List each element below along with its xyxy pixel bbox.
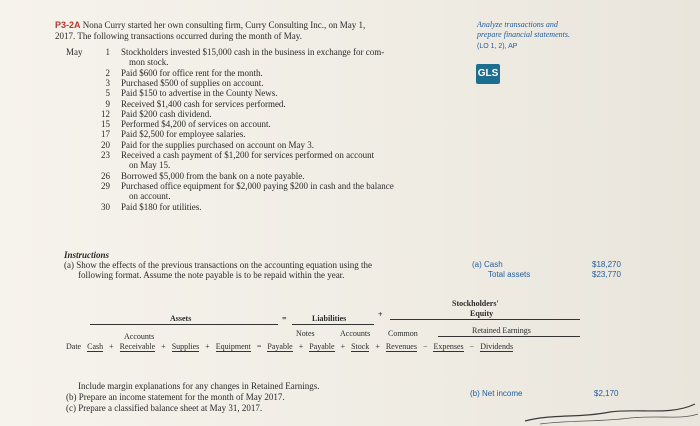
equation-plus-sign: + bbox=[378, 310, 383, 319]
common-stock-top: Common bbox=[388, 329, 418, 338]
gls-badge: GLS bbox=[476, 64, 500, 84]
answer-total-assets-label: Total assets bbox=[488, 270, 531, 279]
transaction-day: 20 bbox=[101, 139, 110, 150]
answer-b-value: $2,170 bbox=[594, 389, 619, 398]
transaction-text: Paid for the supplies purchased on account on May 3. bbox=[121, 139, 314, 150]
op-plus-4: + bbox=[298, 342, 304, 351]
margin-note-2: prepare financial statements. bbox=[477, 30, 570, 39]
transaction-day: 5 bbox=[105, 88, 110, 99]
transaction-day: 1 bbox=[105, 47, 110, 57]
instructions-heading: Instructions bbox=[64, 250, 110, 260]
answer-a-label: (a) Cash bbox=[472, 260, 503, 269]
retained-earnings-underline bbox=[438, 336, 580, 337]
handwritten-scribble bbox=[520, 396, 700, 426]
instruction-a-line-2: following format. Assume the note payable is to be repaid within the year. bbox=[78, 270, 345, 280]
equity-underline bbox=[390, 319, 580, 320]
problem-intro-text: Nona Curry started her own consulting firm, Curry Consulting Inc., on May 1, bbox=[82, 20, 366, 30]
equation-equity-heading: Equity bbox=[470, 309, 494, 318]
instruction-c: (c) Prepare a classified balance sheet at May 31, 2017. bbox=[66, 403, 263, 413]
transaction-text-continued: on May 15. bbox=[129, 160, 171, 171]
op-minus-1: − bbox=[422, 342, 428, 351]
op-equals: = bbox=[256, 342, 262, 351]
problem-intro-line-2: 2017. The following transactions occurred during the month of May. bbox=[55, 31, 302, 41]
transaction-day: 15 bbox=[101, 119, 110, 130]
transaction-text: Paid $180 for utilities. bbox=[121, 201, 202, 212]
transaction-text: Purchased office equipment for $2,000 paying $200 in cash and the balance bbox=[121, 180, 394, 191]
transaction-text: Paid $150 to advertise in the County News. bbox=[121, 88, 278, 99]
op-plus-6: + bbox=[375, 342, 380, 351]
instruction-a-line-1: (a) Show the effects of the previous transactions on the accounting equation using the bbox=[64, 260, 372, 270]
transaction-text: Received $1,400 cash for services performed. bbox=[121, 98, 286, 109]
transaction-day: 23 bbox=[101, 150, 110, 160]
transaction-day: 26 bbox=[101, 170, 110, 181]
transaction-text-continued: mon stock. bbox=[129, 57, 169, 68]
col-accounts-payable: Payable bbox=[309, 342, 335, 351]
transaction-day: 2 bbox=[105, 67, 110, 78]
answer-b-label: (b) Net income bbox=[470, 389, 523, 398]
transaction-day: 12 bbox=[101, 108, 110, 119]
op-plus-5: + bbox=[340, 342, 346, 351]
equation-equals-sign: = bbox=[282, 314, 287, 323]
accounts-receivable-top: Accounts bbox=[124, 332, 155, 341]
col-accounts-receivable: Receivable bbox=[119, 342, 156, 351]
transaction-text: Purchased $500 of supplies on account. bbox=[121, 77, 264, 88]
op-minus-2: − bbox=[469, 342, 475, 351]
answer-a-value: $18,270 bbox=[592, 260, 621, 269]
op-plus-1: + bbox=[109, 342, 114, 351]
transaction-text: Paid $600 for office rent for the month. bbox=[121, 67, 263, 78]
answer-total-assets-value: $23,770 bbox=[592, 270, 621, 279]
col-expenses: Expenses bbox=[433, 342, 464, 351]
transaction-text-continued: on account. bbox=[129, 191, 171, 202]
assets-underline bbox=[90, 324, 278, 325]
instruction-b: (b) Prepare an income statement for the month of May 2017. bbox=[66, 392, 285, 402]
liabilities-underline bbox=[292, 324, 374, 325]
transaction-text: Performed $4,200 of services on account. bbox=[121, 119, 271, 130]
learning-objective-label: (LO 1, 2), AP bbox=[477, 43, 518, 50]
equation-assets-heading: Assets bbox=[170, 314, 192, 323]
problem-number: P3-2A bbox=[55, 20, 81, 30]
transaction-day: 9 bbox=[105, 98, 110, 109]
month-label: May bbox=[66, 47, 83, 57]
problem-intro-line-1 bbox=[55, 20, 365, 30]
transaction-text: Paid $200 cash dividend. bbox=[121, 108, 212, 119]
transaction-text: Stockholders invested $15,000 cash in the business in exchange for com- bbox=[121, 47, 385, 57]
col-cash: Cash bbox=[87, 342, 104, 351]
op-plus-3: + bbox=[205, 342, 210, 351]
equation-stockholders-heading: Stockholders' bbox=[452, 299, 499, 308]
notes-payable-top: Notes bbox=[296, 329, 315, 338]
equation-liabilities-heading: Liabilities bbox=[312, 314, 347, 323]
col-supplies: Supplies bbox=[171, 342, 200, 351]
retained-earnings-heading: Retained Earnings bbox=[472, 326, 531, 335]
col-date: Date bbox=[66, 342, 82, 351]
transaction-text: Paid $2,500 for employee salaries. bbox=[121, 129, 246, 140]
transaction-day: 3 bbox=[105, 77, 110, 88]
margin-note-1: Analyze transactions and bbox=[477, 20, 558, 29]
transaction-day: 30 bbox=[101, 201, 110, 212]
col-equipment: Equipment bbox=[215, 342, 251, 351]
col-notes-payable: Payable bbox=[267, 342, 293, 351]
col-revenues: Revenues bbox=[385, 342, 417, 351]
transaction-text: Received a cash payment of $1,200 for services performed on account bbox=[121, 150, 375, 160]
transaction-day: 29 bbox=[101, 180, 110, 191]
accounts-payable-top: Accounts bbox=[340, 329, 371, 338]
instruction-margin-explanations: Include margin explanations for any changes in Retained Earnings. bbox=[78, 381, 320, 391]
op-plus-2: + bbox=[161, 342, 166, 351]
col-dividends: Dividends bbox=[480, 342, 514, 351]
transaction-text: Borrowed $5,000 from the bank on a note payable. bbox=[121, 170, 305, 181]
col-common-stock: Stock bbox=[351, 342, 370, 351]
equation-row bbox=[66, 342, 517, 352]
transaction-day: 17 bbox=[101, 129, 110, 140]
